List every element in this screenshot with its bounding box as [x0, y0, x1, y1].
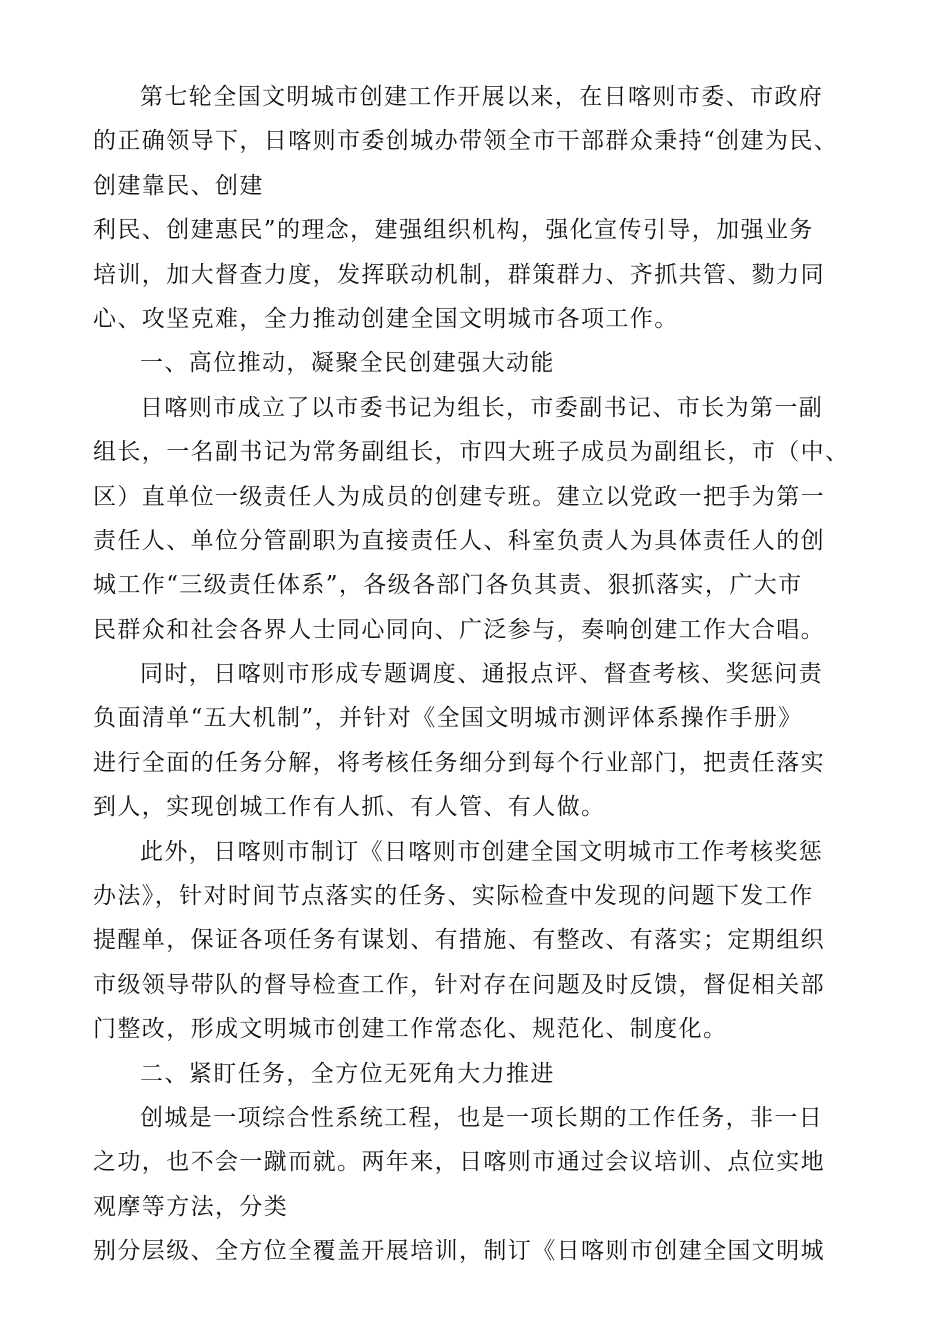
text-line: 民群众和社会各界人士同心同向、广泛参与，奏响创建工作大合唱。 — [93, 616, 825, 643]
text-line: 别分层级、全方位全覆盖开展培训，制订《日喀则市创建全国文明城 — [93, 1238, 825, 1265]
text-line: 的正确领导下，日喀则市委创城办带领全市干部群众秉持“创建为民、 — [93, 128, 839, 155]
text-line: 责任人、单位分管副职为直接责任人、科室负责人为具体责任人的创 — [93, 527, 825, 554]
text-line: 观摩等方法，分类 — [93, 1193, 289, 1220]
text-line: 市级领导带队的督导检查工作，针对存在问题及时反馈，督促相关部 — [93, 971, 825, 998]
text-line: 创建靠民、创建 — [93, 172, 264, 199]
text-line: 培训，加大督查力度，发挥联动机制，群策群力、齐抓共管、勠力同 — [93, 261, 825, 288]
section-heading — [93, 341, 873, 385]
document-body — [93, 75, 873, 1274]
text-line: 利民、创建惠民”的理念，建强组织机构，强化宣传引导，加强业务 — [93, 217, 814, 244]
paragraph — [93, 386, 873, 652]
text-line: 进行全面的任务分解，将考核任务细分到每个行业部门，把责任落实 — [93, 749, 825, 776]
text-line: 同时，日喀则市形成专题调度、通报点评、督查考核、奖惩问责 — [140, 661, 824, 688]
text-line: 一、高位推动，凝聚全民创建强大动能 — [140, 350, 555, 377]
text-line: 心、攻坚克难，全力推动创建全国文明城市各项工作。 — [93, 305, 679, 332]
text-line: 城工作“三级责任体系”，各级各部门各负其责、狠抓落实，广大市 — [93, 572, 803, 599]
text-line: 区）直单位一级责任人为成员的创建专班。建立以党政一把手为第一 — [93, 483, 825, 510]
text-line: 到人，实现创城工作有人抓、有人管、有人做。 — [93, 794, 606, 821]
paragraph — [93, 652, 873, 830]
paragraph — [93, 830, 873, 1052]
paragraph — [93, 75, 873, 341]
text-line: 此外，日喀则市制订《日喀则市创建全国文明城市工作考核奖惩 — [140, 838, 824, 865]
text-line: 办法》，针对时间节点落实的任务、实际检查中发现的问题下发工作 — [93, 883, 814, 910]
text-line: 负面清单“五大机制”，并针对《全国文明城市测评体系操作手册》 — [93, 705, 803, 732]
text-line: 提醒单，保证各项任务有谋划、有措施、有整改、有落实；定期组织 — [93, 927, 825, 954]
text-line: 二、紧盯任务，全方位无死角大力推进 — [140, 1060, 555, 1087]
text-line: 日喀则市成立了以市委书记为组长，市委副书记、市长为第一副 — [140, 394, 824, 421]
paragraph — [93, 1096, 873, 1274]
text-line: 门整改，形成文明城市创建工作常态化、规范化、制度化。 — [93, 1016, 728, 1043]
section-heading — [93, 1052, 873, 1096]
text-line: 第七轮全国文明城市创建工作开展以来，在日喀则市委、市政府 — [140, 84, 824, 110]
text-line: 组长，一名副书记为常务副组长，市四大班子成员为副组长，市（中、 — [93, 439, 850, 466]
text-line: 之功，也不会一蹴而就。两年来，日喀则市通过会议培训、点位实地 — [93, 1149, 825, 1176]
text-line: 创城是一项综合性系统工程，也是一项长期的工作任务，非一日 — [140, 1104, 824, 1131]
